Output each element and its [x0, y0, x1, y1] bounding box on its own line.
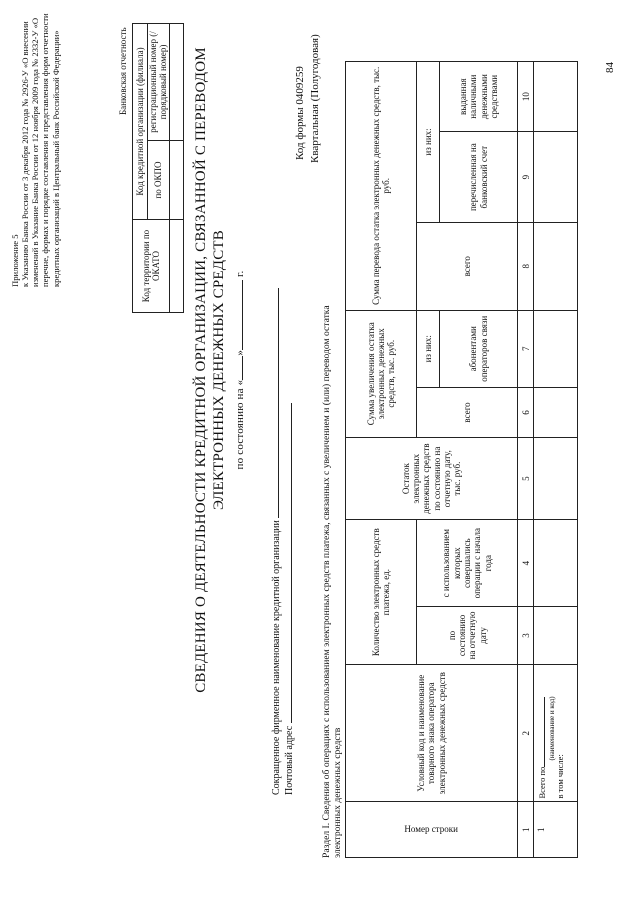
increase-of-which-header: из них:	[417, 310, 440, 387]
appendix-line: Приложение 5	[10, 234, 20, 287]
page-number: 84	[604, 62, 616, 73]
col-number: 6	[518, 387, 534, 437]
table-cell	[534, 437, 578, 520]
bank-account-header: перечисленная на банковский счет	[440, 132, 518, 223]
col-number: 9	[518, 132, 534, 223]
org-code-header: Код кредитной организации (филиала)	[133, 24, 148, 220]
date-prefix: по состоянию на «	[234, 379, 246, 470]
okpo-cell	[169, 141, 183, 220]
appendix-line: кредитных организаций в Центральный банк Российской Федерации»	[50, 30, 61, 287]
transfer-header: Сумма перевода остатка электронных денежных средств, тыс. руб.	[346, 62, 417, 311]
postal-label: Почтовый адрес	[284, 725, 295, 795]
total-prefix: Всего по	[537, 766, 548, 799]
table-cell	[534, 387, 578, 437]
org-name-line	[268, 288, 282, 795]
col-number: 10	[518, 62, 534, 132]
col-number: 4	[518, 520, 534, 607]
col-number: 5	[518, 437, 534, 520]
including-label: в том числе:	[555, 754, 566, 799]
count-date-header: по состоянию на отчетную дату	[417, 606, 518, 664]
row-number-header	[346, 802, 518, 858]
section-line: электронных денежных средств	[332, 727, 343, 858]
appendix-line: перечне, формах и порядке составления и представления форм отчетности	[40, 13, 51, 287]
balance-header: Остаток электронных денежных средств по состоянию на отчетную дату, тыс. руб.	[346, 437, 518, 520]
main-table	[345, 61, 578, 858]
territory-code-header: Код территории по ОКАТО	[133, 220, 170, 313]
org-name-label: Сокращенное фирменное наименование кредитной организации	[271, 520, 282, 795]
title-line: СВЕДЕНИЯ О ДЕЯТЕЛЬНОСТИ КРЕДИТНОЙ ОРГАНИЗАЦИИ, СВЯЗАННОЙ С ПЕРЕВОДОМ	[193, 47, 209, 693]
transfer-total-header: всего	[417, 222, 518, 310]
table-cell	[534, 310, 578, 387]
col-number: 8	[518, 222, 534, 310]
code-table	[132, 23, 184, 313]
okpo-header: по ОКПО	[148, 141, 170, 220]
col-number: 7	[518, 310, 534, 387]
cash-header: выданная наличными денежными средствами	[440, 62, 518, 132]
appendix-line: изменений в Указание Банка России от 12 ноября 2009 года № 2332-У «О	[30, 17, 41, 287]
col-number: 2	[518, 665, 534, 803]
report-date-line	[232, 45, 247, 695]
territory-code-cell	[169, 220, 183, 313]
row-number-cell: 1	[534, 802, 578, 858]
row-number-header-text: Номер строки	[404, 824, 459, 835]
count-used-header: с использованием которых совершались операции с начала года	[417, 520, 518, 607]
table-cell	[534, 606, 578, 664]
table-cell	[534, 222, 578, 310]
code-name-header: Условный код и наименование товарного знака оператора электронных денежных средств	[346, 665, 518, 803]
table-row	[534, 62, 578, 858]
transfer-of-which-header: из них:	[417, 62, 440, 223]
report-title	[192, 45, 247, 695]
total-label-cell	[534, 665, 578, 803]
appendix-note	[10, 2, 61, 287]
section-heading	[321, 305, 343, 858]
col-number: 1	[518, 802, 534, 858]
increase-total-header: всего	[417, 387, 518, 437]
section-line: Раздел I. Сведения об операциях с использованием электронных средств платежа, связанных с увеличением и (или) переводом остатка	[321, 305, 332, 858]
subscribers-header: абонентами операторов связи	[440, 310, 518, 387]
table-cell	[534, 520, 578, 607]
date-mid: »	[234, 349, 246, 356]
increase-header: Сумма увеличения остатка электронных денежных средств, тыс. руб.	[346, 310, 417, 437]
title-line: ЭЛЕКТРОННЫХ ДЕНЕЖНЫХ СРЕДСТВ	[211, 230, 227, 510]
reg-number-cell	[169, 24, 183, 141]
postal-line	[281, 403, 295, 795]
total-hint: (наименование и код)	[548, 696, 557, 761]
form-code: Код формы 0409259	[294, 66, 306, 160]
date-suffix: г.	[234, 270, 246, 277]
periodicity: Квартальная (Полугодовая)	[309, 34, 321, 163]
reg-number-header: регистрационный номер (/порядковый номер)	[148, 24, 170, 141]
count-header: Количество электронных средств платежа, ед.	[346, 520, 417, 665]
table-cell	[534, 62, 578, 132]
table-cell	[534, 132, 578, 223]
appendix-line: к Указанию Банка России от 3 декабря 2012 года № 2926-У «О внесении	[20, 21, 31, 287]
reporting-type-label: Банковская отчетность	[118, 27, 128, 115]
col-number: 3	[518, 606, 534, 664]
